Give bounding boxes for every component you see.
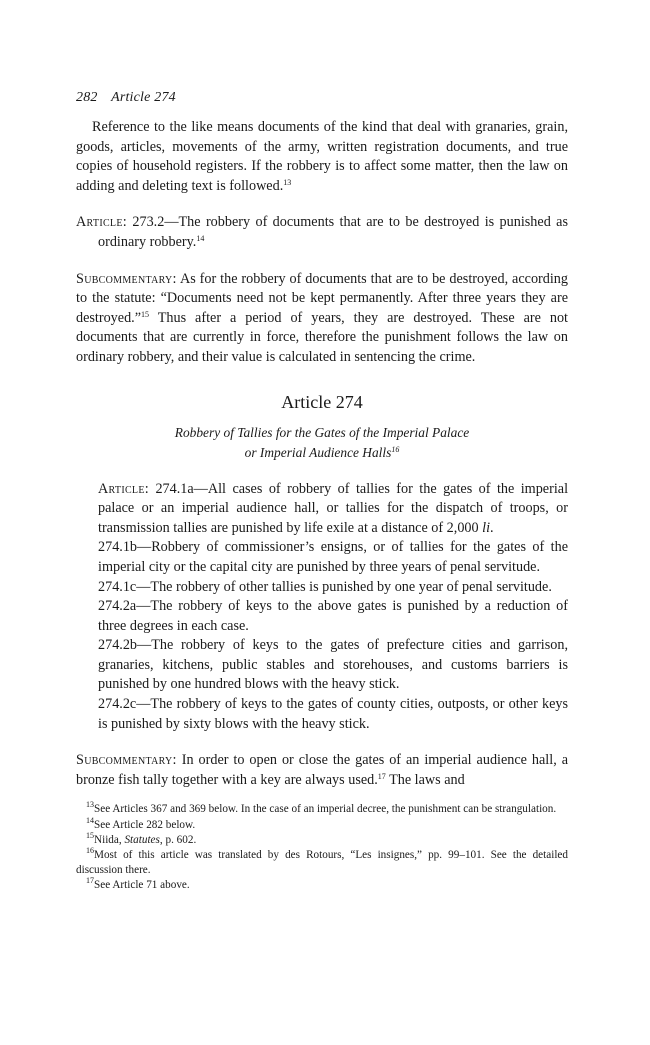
article-label: Article: <box>98 480 149 497</box>
clause-274-1b: 274.1b—Robbery of commissioner’s ensigns, or of tallies for the gates of the imperial city or the capital city are punished by three years of penal servitude. <box>98 539 568 575</box>
footnote-14: $^{14}$See Article 282 below. <box>86 815 196 831</box>
article-heading-subtitle: Robbery of Tallies for the Gates of the Imperial Palace or Imperial Audience Halls$^{16}$ <box>174 424 470 460</box>
page <box>76 90 568 894</box>
article-heading-title: Article 274 <box>281 391 363 412</box>
article-274-clauses <box>76 480 568 735</box>
footnote-16: $^{16}$Most of this article was translated by des Rotours, “Les insignes,” pp. 99–101. See the detailed discussion there. <box>76 846 568 877</box>
clause-274-2b: 274.2b—The robbery of keys to the gates of prefecture cities and garrison, granaries, kitchens, public stables and storehouses, and customs barriers is punished by one hundred blows with the heavy stick. <box>98 637 568 693</box>
clause-274-2a: 274.2a—The robbery of keys to the above gates is punished by a reduction of three degrees in each case. <box>98 598 568 634</box>
clause-274-2c: 274.2c—The robbery of keys to the gates of county cities, outposts, or other keys is punished by sixty blows with the heavy stick. <box>98 696 568 732</box>
running-head <box>76 90 568 106</box>
subcommentary-2: Subcommentary: In order to open or close the gates of an imperial audience hall, a bronze fish tally together with a key are always used.$^{17}$ The laws and <box>76 752 568 788</box>
footnote-17: $^{17}$See Article 71 above. <box>86 876 190 892</box>
article-273-2: Article: 273.2—The robbery of documents that are to be destroyed is punished as ordinary robbery.$^{14}$ <box>76 214 569 250</box>
article-label: Article: <box>76 214 127 231</box>
footnote-ref-15[interactable]: 15 <box>141 309 150 319</box>
subcommentary-label: Subcommentary: <box>76 270 177 287</box>
footnote-ref-14[interactable]: 14 <box>196 233 205 243</box>
page-number: 282 <box>76 90 98 105</box>
clause-274-1a: Article: 274.1a—All cases of robbery of tallies for the gates of the imperial palace or an imperial audience hall, or tallies for the dispatch of troops, or transmission tallies are punished by life exile at a distance of 2,000 li. <box>98 480 569 536</box>
footnote-ref-17[interactable]: 17 <box>377 771 386 781</box>
subcommentary-label: Subcommentary: <box>76 752 177 769</box>
clause-274-1c: 274.1c—The robbery of other tallies is punished by one year of penal servitude. <box>98 578 552 595</box>
intro-paragraph: Reference to the like means documents of the kind that deal with granaries, grain, goods, articles, movements of the army, written registration documents, and true copies of household registers. If the robbery is to affect some matter, then the law on adding and deleting text is followed.$^{13}$ <box>76 119 568 194</box>
footnote-ref-13[interactable]: 13 <box>283 177 292 187</box>
footnotes <box>76 802 568 893</box>
subcommentary-1: Subcommentary: As for the robbery of documents that are to be destroyed, according to the statute: “Documents need not be kept permanently. After three years they are destroyed.”$^{15}$ Thus after a period of years, they are destroyed. These are not documents that are currently in force, therefore the punishment follows the law on ordinary robbery, and their value is calculated in sentencing the crime. <box>76 270 568 365</box>
running-head-title: Article 274 <box>111 90 176 105</box>
footnote-ref-16[interactable]: 16 <box>391 444 400 454</box>
footnote-15: $^{15}$Niida, Statutes, p. 602. <box>86 830 197 846</box>
footnote-13: $^{13}$See Articles 367 and 369 below. In the case of an imperial decree, the punishment can be strangulation. <box>86 800 557 816</box>
